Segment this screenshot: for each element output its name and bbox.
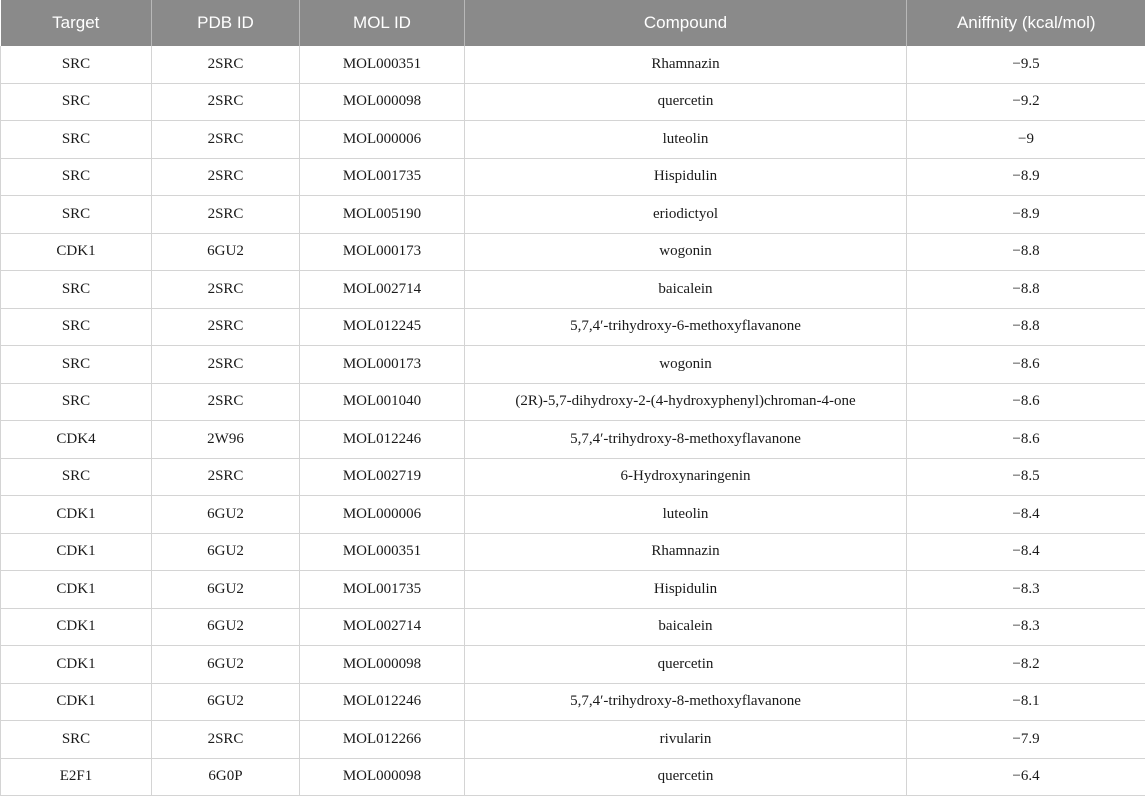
cell-compound: 6-Hydroxynaringenin [465,458,907,496]
cell-mol-id: MOL001735 [300,571,465,609]
cell-mol-id: MOL012246 [300,421,465,459]
cell-pdb-id: 6GU2 [152,571,300,609]
cell-mol-id: MOL000006 [300,121,465,159]
cell-mol-id: MOL000173 [300,233,465,271]
cell-mol-id: MOL002714 [300,271,465,309]
cell-target: SRC [1,721,152,759]
cell-mol-id: MOL002714 [300,608,465,646]
cell-affinity: −8.8 [907,308,1145,346]
cell-target: CDK1 [1,608,152,646]
cell-compound: 5,7,4′-trihydroxy-8-methoxyflavanone [465,421,907,459]
cell-target: CDK1 [1,571,152,609]
cell-pdb-id: 6GU2 [152,683,300,721]
cell-affinity: −9 [907,121,1145,159]
table-row [1,383,1145,421]
cell-target: SRC [1,458,152,496]
cell-affinity: −8.5 [907,458,1145,496]
cell-mol-id: MOL002719 [300,458,465,496]
header-target: Target [1,0,152,46]
cell-affinity: −6.4 [907,758,1145,796]
table-row [1,571,1145,609]
cell-target: SRC [1,46,152,83]
cell-pdb-id: 6GU2 [152,646,300,684]
cell-target: SRC [1,121,152,159]
cell-target: SRC [1,196,152,234]
cell-compound: Hispidulin [465,158,907,196]
cell-pdb-id: 2SRC [152,196,300,234]
cell-affinity: −8.9 [907,158,1145,196]
cell-target: SRC [1,308,152,346]
cell-compound: Rhamnazin [465,46,907,83]
cell-compound: Rhamnazin [465,533,907,571]
table-row [1,83,1145,121]
cell-pdb-id: 6GU2 [152,233,300,271]
cell-target: CDK1 [1,233,152,271]
cell-affinity: −8.3 [907,571,1145,609]
table-row [1,346,1145,384]
cell-affinity: −8.6 [907,346,1145,384]
cell-pdb-id: 2SRC [152,121,300,159]
cell-pdb-id: 2SRC [152,721,300,759]
cell-compound: quercetin [465,83,907,121]
cell-affinity: −8.8 [907,233,1145,271]
cell-compound: luteolin [465,121,907,159]
table-row [1,308,1145,346]
table-row [1,46,1145,83]
cell-target: E2F1 [1,758,152,796]
cell-pdb-id: 2SRC [152,346,300,384]
cell-compound: baicalein [465,608,907,646]
cell-pdb-id: 6GU2 [152,533,300,571]
table-row [1,533,1145,571]
cell-affinity: −8.3 [907,608,1145,646]
cell-compound: rivularin [465,721,907,759]
cell-compound: 5,7,4′-trihydroxy-6-methoxyflavanone [465,308,907,346]
cell-affinity: −7.9 [907,721,1145,759]
cell-compound: 5,7,4′-trihydroxy-8-methoxyflavanone [465,683,907,721]
cell-target: CDK4 [1,421,152,459]
cell-target: SRC [1,346,152,384]
cell-mol-id: MOL001040 [300,383,465,421]
table-row [1,458,1145,496]
cell-target: SRC [1,271,152,309]
header-affinity: Aniffnity (kcal/mol) [907,0,1145,46]
cell-compound: baicalein [465,271,907,309]
cell-compound: Hispidulin [465,571,907,609]
cell-compound: wogonin [465,233,907,271]
cell-compound: quercetin [465,646,907,684]
cell-mol-id: MOL000006 [300,496,465,534]
cell-pdb-id: 6GU2 [152,608,300,646]
cell-mol-id: MOL000098 [300,646,465,684]
cell-mol-id: MOL005190 [300,196,465,234]
cell-pdb-id: 2SRC [152,271,300,309]
cell-mol-id: MOL012246 [300,683,465,721]
cell-mol-id: MOL000098 [300,83,465,121]
cell-target: SRC [1,383,152,421]
table-row [1,158,1145,196]
cell-mol-id: MOL000173 [300,346,465,384]
cell-affinity: −9.2 [907,83,1145,121]
header-mol-id: MOL ID [300,0,465,46]
cell-target: CDK1 [1,646,152,684]
header-compound: Compound [465,0,907,46]
table-row [1,683,1145,721]
cell-pdb-id: 2SRC [152,158,300,196]
cell-affinity: −8.8 [907,271,1145,309]
cell-affinity: −8.9 [907,196,1145,234]
cell-compound: wogonin [465,346,907,384]
cell-pdb-id: 2SRC [152,83,300,121]
cell-affinity: −8.4 [907,533,1145,571]
cell-pdb-id: 6GU2 [152,496,300,534]
cell-pdb-id: 2SRC [152,383,300,421]
cell-compound: luteolin [465,496,907,534]
cell-pdb-id: 2SRC [152,46,300,83]
table-row [1,646,1145,684]
cell-mol-id: MOL000351 [300,46,465,83]
cell-pdb-id: 2SRC [152,458,300,496]
table-row [1,421,1145,459]
table-row [1,121,1145,159]
cell-pdb-id: 6G0P [152,758,300,796]
cell-compound: (2R)-5,7-dihydroxy-2-(4-hydroxyphenyl)chroman-4-one [465,383,907,421]
cell-target: CDK1 [1,683,152,721]
table-row [1,271,1145,309]
header-pdb-id: PDB ID [152,0,300,46]
cell-affinity: −8.4 [907,496,1145,534]
cell-affinity: −8.2 [907,646,1145,684]
cell-compound: eriodictyol [465,196,907,234]
table-header-row [1,0,1145,46]
cell-affinity: −8.1 [907,683,1145,721]
table-row [1,233,1145,271]
table-row [1,758,1145,796]
cell-target: CDK1 [1,533,152,571]
cell-target: CDK1 [1,496,152,534]
cell-mol-id: MOL012245 [300,308,465,346]
table-row [1,721,1145,759]
cell-mol-id: MOL012266 [300,721,465,759]
cell-pdb-id: 2SRC [152,308,300,346]
cell-mol-id: MOL000351 [300,533,465,571]
cell-target: SRC [1,158,152,196]
cell-target: SRC [1,83,152,121]
cell-affinity: −9.5 [907,46,1145,83]
cell-pdb-id: 2W96 [152,421,300,459]
cell-affinity: −8.6 [907,383,1145,421]
cell-mol-id: MOL000098 [300,758,465,796]
table-row [1,196,1145,234]
cell-compound: quercetin [465,758,907,796]
table-row [1,608,1145,646]
cell-mol-id: MOL001735 [300,158,465,196]
cell-affinity: −8.6 [907,421,1145,459]
table-row [1,496,1145,534]
